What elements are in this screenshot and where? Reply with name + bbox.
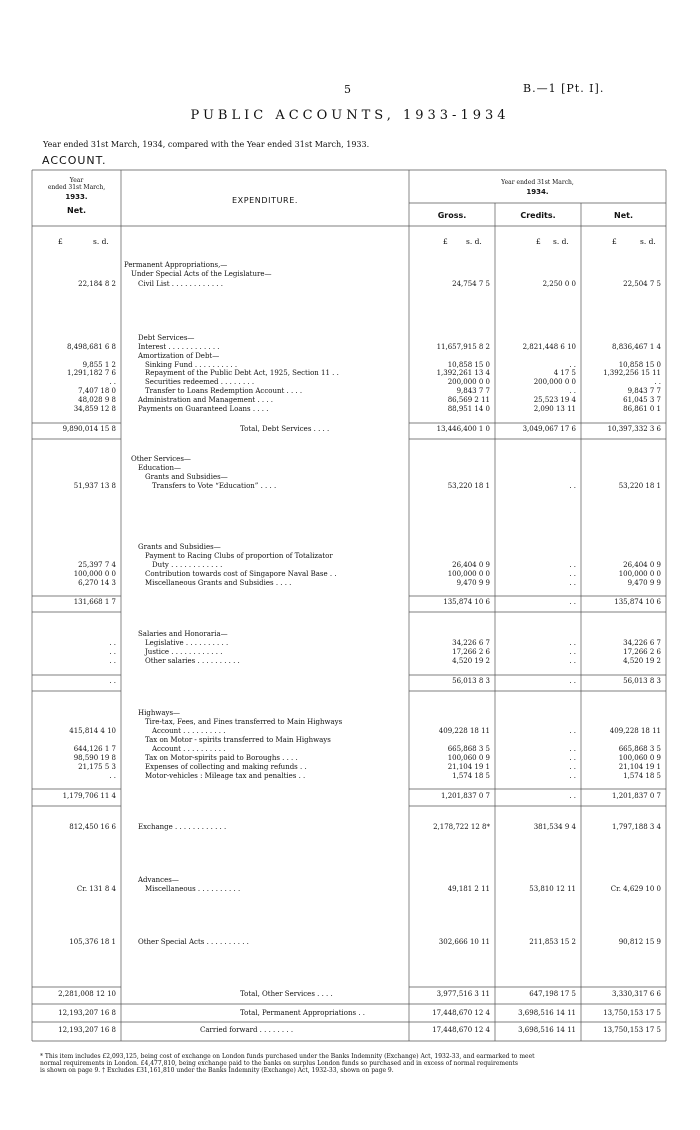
row-description: Amortization of Debt— [138, 352, 220, 360]
net-cell: 13,750,153 17 5 [603, 1009, 661, 1017]
row-description: Account . . . . . . . . . . [152, 727, 226, 735]
footnote-1: * This item includes £2,093,125, being cost of exchange on London funds purchased under the Banks Indemnity (Exchange) Act, 1932-33, and earmarked to meet [40, 1053, 535, 1060]
row-description: Other salaries . . . . . . . . . . [145, 657, 240, 665]
unit-pounds-credits: £ [536, 237, 541, 246]
subtitle: Year ended 31st March, 1934, compared with the Year ended 31st March, 1933. [43, 140, 370, 149]
gross-cell: 100,000 0 0 [447, 570, 490, 578]
row-description: Duty . . . . . . . . . . . . [152, 561, 223, 569]
page-reference: B.—1 [Pt. I]. [523, 82, 605, 95]
row-description: Total, Debt Services . . . . [240, 425, 330, 433]
gross-cell: 1,201,837 0 7 [441, 792, 490, 800]
prev-year-net-cell: 1,179,706 11 4 [62, 792, 116, 800]
prev-year-net-cell: 2,281,008 12 10 [58, 990, 116, 998]
prev-year-net-cell: 9,855 1 2 [82, 361, 116, 369]
net-cell: 3,330,317 6 6 [612, 990, 661, 998]
prev-year-net-cell: . . [109, 648, 116, 656]
gross-cell: 10,858 15 0 [447, 361, 490, 369]
gross-cell: 3,977,516 3 11 [436, 990, 490, 998]
prev-year-net-cell: 6,270 14 3 [78, 579, 116, 587]
prev-year-net-cell: 22,184 8 2 [78, 280, 116, 288]
gross-cell: 49,181 2 11 [447, 885, 490, 893]
credits-cell: 647,198 17 5 [529, 990, 576, 998]
net-cell: 86,861 0 1 [623, 405, 661, 413]
row-description: Salaries and Honoraria— [138, 630, 228, 638]
row-description: Motor-vehicles : Mileage tax and penalties . . [145, 772, 306, 780]
net-cell: 17,266 2 6 [623, 648, 661, 656]
gross-cell: 56,013 8 3 [452, 677, 490, 685]
gross-cell: 4,520 19 2 [452, 657, 490, 665]
prev-year-net-cell: 100,000 0 0 [73, 570, 116, 578]
row-description: Miscellaneous . . . . . . . . . . [145, 885, 241, 893]
row-description: Other Services— [131, 455, 191, 463]
credits-cell: . . [569, 677, 576, 685]
gross-cell: 26,404 0 9 [452, 561, 490, 569]
net-cell: 21,104 19 1 [618, 763, 661, 771]
row-description: Account . . . . . . . . . . [152, 745, 226, 753]
account-label: ACCOUNT. [42, 154, 107, 167]
credits-cell: 2,090 13 11 [533, 405, 576, 413]
unit-sd-gross: s. d. [466, 237, 482, 246]
credits-cell: 53,810 12 11 [529, 885, 576, 893]
row-description: Total, Other Services . . . . [240, 990, 333, 998]
unit-pounds-prev: £ [58, 237, 63, 246]
credits-cell: . . [569, 754, 576, 762]
gross-cell: 11,657,915 8 2 [436, 343, 490, 351]
gross-cell: 53,220 18 1 [447, 482, 490, 490]
gross-cell: 665,868 3 5 [447, 745, 490, 753]
row-description: Education— [138, 464, 181, 472]
footnote-2: normal requirements in London. £4,477,810, being exchange paid to the banks on surplus London funds so purchased and in excess of normal requirements [40, 1060, 518, 1067]
row-description: Payment to Racing Clubs of proportion of Totalizator [145, 552, 333, 560]
row-description: Miscellaneous Grants and Subsidies . . . . [145, 579, 292, 587]
prev-year-net-cell: 34,859 12 8 [73, 405, 116, 413]
credits-cell: . . [569, 579, 576, 587]
credits-cell: 211,853 15 2 [529, 938, 576, 946]
net-header: Net. [614, 211, 633, 220]
credits-cell: . . [569, 482, 576, 490]
page-title: PUBLIC ACCOUNTS, 1933-1934 [190, 108, 510, 123]
net-cell: 8,836,467 1 4 [612, 343, 661, 351]
cur-year-header-line2: 1934. [526, 188, 549, 196]
prev-year-net-cell: Cr. 131 8 4 [76, 885, 116, 893]
net-cell: 26,404 0 9 [623, 561, 661, 569]
row-description: Repayment of the Public Debt Act, 1925, Section 11 . . [145, 369, 339, 377]
row-description: Justice . . . . . . . . . . . . [145, 648, 223, 656]
row-description: Exchange . . . . . . . . . . . . [138, 823, 227, 831]
row-description: Total, Permanent Appropriations . . [240, 1009, 365, 1017]
gross-cell: 100,060 0 9 [447, 754, 490, 762]
row-description: Tax on Motor - spirits transferred to Main Highways [145, 736, 331, 744]
net-cell: 56,013 8 3 [623, 677, 661, 685]
prev-year-net-cell: 98,590 19 8 [73, 754, 116, 762]
gross-cell: 9,470 9 9 [456, 579, 490, 587]
credits-cell: 381,534 9 4 [533, 823, 576, 831]
row-description: Under Special Acts of the Legislature— [131, 270, 272, 278]
unit-sd-net: s. d. [640, 237, 656, 246]
prev-year-net-header: Net. [67, 206, 86, 215]
footnote-3: is shown on page 9. † Excludes £31,161,810 under the Banks Indemnity (Exchange) Act, 1932-33, shown on page 9. [40, 1067, 394, 1074]
credits-cell: 25,523 19 4 [533, 396, 576, 404]
credits-cell: . . [569, 361, 576, 369]
prev-year-net-cell: 644,126 1 7 [73, 745, 116, 753]
credits-cell: . . [569, 387, 576, 395]
credits-cell: . . [569, 792, 576, 800]
net-cell: 409,228 18 11 [609, 727, 661, 735]
gross-cell: 17,266 2 6 [452, 648, 490, 656]
gross-cell: 302,666 10 11 [438, 938, 490, 946]
page-number: 5 [344, 83, 351, 96]
gross-cell: 200,000 0 0 [447, 378, 490, 386]
gross-cell: 34,226 6 7 [452, 639, 490, 647]
gross-cell: 17,448,670 12 4 [432, 1026, 490, 1034]
gross-cell: 24,754 7 5 [452, 280, 490, 288]
net-cell: 22,504 7 5 [623, 280, 661, 288]
row-description: Civil List . . . . . . . . . . . . [138, 280, 223, 288]
credits-cell: . . [569, 561, 576, 569]
prev-year-net-cell: . . [109, 639, 116, 647]
prev-year-net-cell: 415,814 4 10 [69, 727, 116, 735]
net-cell: 1,392,256 15 11 [603, 369, 661, 377]
net-cell: 1,574 18 5 [623, 772, 661, 780]
row-description: Grants and Subsidies— [138, 543, 221, 551]
prev-year-net-cell: 21,175 5 3 [78, 763, 116, 771]
row-description: Interest . . . . . . . . . . . . [138, 343, 220, 351]
credits-cell: . . [569, 648, 576, 656]
prev-year-net-cell: 131,668 1 7 [73, 598, 116, 606]
prev-year-net-cell: . . [109, 677, 116, 685]
row-description: Other Special Acts . . . . . . . . . . [138, 938, 249, 946]
unit-sd-credits: s. d. [553, 237, 569, 246]
credits-cell: 3,698,516 14 11 [518, 1026, 576, 1034]
credits-cell: . . [569, 745, 576, 753]
gross-cell: 88,951 14 0 [447, 405, 490, 413]
row-description: Carried forward . . . . . . . . [200, 1026, 294, 1034]
row-description: Permanent Appropriations,— [124, 261, 228, 269]
net-cell: 90,812 15 9 [618, 938, 661, 946]
gross-cell: 13,446,400 1 0 [436, 425, 490, 433]
prev-year-net-cell: 51,937 13 8 [73, 482, 116, 490]
row-description: Contribution towards cost of Singapore Naval Base . . [145, 570, 337, 578]
credits-cell: . . [569, 657, 576, 665]
prev-year-net-cell: 48,028 9 8 [78, 396, 116, 404]
row-description: Securities redeemed . . . . . . . . [145, 378, 255, 386]
prev-year-net-cell: 1,291,182 7 6 [67, 369, 116, 377]
gross-cell: 135,874 10 6 [443, 598, 490, 606]
credits-cell: 3,049,067 17 6 [522, 425, 576, 433]
gross-cell: 409,228 18 11 [438, 727, 490, 735]
net-cell: 100,060 0 9 [618, 754, 661, 762]
credits-cell: 3,698,516 14 11 [518, 1009, 576, 1017]
prev-year-net-cell: 7,407 18 0 [78, 387, 116, 395]
row-description: Transfer to Loans Redemption Account . . . . [145, 387, 303, 395]
net-cell: 1,797,188 3 4 [612, 823, 661, 831]
unit-pounds-net: £ [612, 237, 617, 246]
row-description: Tax on Motor-spirits paid to Boroughs . . . . [145, 754, 298, 762]
row-description: Debt Services— [138, 334, 195, 342]
row-description: Grants and Subsidies— [145, 473, 228, 481]
prev-year-net-cell: . . [109, 657, 116, 665]
net-cell: 4,520 19 2 [623, 657, 661, 665]
credits-cell: 200,000 0 0 [533, 378, 576, 386]
prev-year-header-line2: ended 31st March, [47, 184, 106, 191]
net-cell: 34,226 6 7 [623, 639, 661, 647]
row-description: Payments on Guaranteed Loans . . . . [138, 405, 269, 413]
net-cell: 61,045 3 7 [623, 396, 661, 404]
net-cell: 100,000 0 0 [618, 570, 661, 578]
net-cell: 13,750,153 17 5 [603, 1026, 661, 1034]
gross-cell: 86,569 2 11 [447, 396, 490, 404]
prev-year-net-cell: 12,193,207 16 8 [58, 1026, 116, 1034]
net-cell: 135,874 10 6 [614, 598, 661, 606]
net-cell: 9,843 7 7 [627, 387, 661, 395]
row-description: Highways— [138, 709, 181, 717]
credits-cell: 4 17 5 [553, 369, 576, 377]
row-description: Expenses of collecting and making refunds . . [145, 763, 307, 771]
row-description: Advances— [138, 876, 179, 884]
gross-cell: 17,448,670 12 4 [432, 1009, 490, 1017]
net-cell: . . [654, 378, 661, 386]
prev-year-net-cell: 12,193,207 16 8 [58, 1009, 116, 1017]
net-cell: 665,868 3 5 [618, 745, 661, 753]
prev-year-net-cell: 25,397 7 4 [78, 561, 116, 569]
prev-year-net-cell: 812,450 16 6 [69, 823, 116, 831]
gross-cell: 1,574 18 5 [452, 772, 490, 780]
expenditure-header: EXPENDITURE. [231, 196, 299, 205]
net-cell: 10,858 15 0 [618, 361, 661, 369]
cur-year-header-line1: Year ended 31st March, [501, 179, 574, 186]
unit-sd-prev: s. d. [93, 237, 109, 246]
row-description: Sinking Fund . . . . . . . . . . [145, 361, 238, 369]
unit-pounds-gross: £ [443, 237, 448, 246]
credits-cell: 2,250 0 0 [542, 280, 576, 288]
prev-year-header-line1: Year [69, 177, 84, 184]
credits-cell: 2,821,448 6 10 [522, 343, 576, 351]
row-description: Tire-tax, Fees, and Fines transferred to Main Highways [145, 718, 343, 726]
prev-year-header-line3: 1933. [65, 193, 88, 201]
net-cell: 9,470 9 9 [627, 579, 661, 587]
net-cell: Cr. 4,629 10 0 [610, 885, 661, 893]
net-cell: 1,201,837 0 7 [612, 792, 661, 800]
prev-year-net-cell: . . [109, 378, 116, 386]
gross-cell: 2,178,722 12 8* [433, 823, 490, 831]
net-cell: 10,397,332 3 6 [607, 425, 661, 433]
credits-header: Credits. [520, 211, 556, 220]
credits-cell: . . [569, 763, 576, 771]
row-description: Administration and Management . . . . [138, 396, 274, 404]
row-description: Transfers to Vote “Education” . . . . [152, 482, 277, 490]
gross-cell: 1,392,261 13 4 [436, 369, 490, 377]
gross-cell: 9,843 7 7 [456, 387, 490, 395]
credits-cell: . . [569, 639, 576, 647]
credits-cell: . . [569, 598, 576, 606]
credits-cell: . . [569, 772, 576, 780]
gross-header: Gross. [437, 211, 467, 220]
credits-cell: . . [569, 727, 576, 735]
prev-year-net-cell: 8,498,681 6 8 [67, 343, 116, 351]
prev-year-net-cell: . . [109, 772, 116, 780]
gross-cell: 21,104 19 1 [447, 763, 490, 771]
prev-year-net-cell: 105,376 18 1 [69, 938, 116, 946]
prev-year-net-cell: 9,890,014 15 8 [62, 425, 116, 433]
credits-cell: . . [569, 570, 576, 578]
row-description: Legislative . . . . . . . . . . [145, 639, 229, 647]
net-cell: 53,220 18 1 [618, 482, 661, 490]
